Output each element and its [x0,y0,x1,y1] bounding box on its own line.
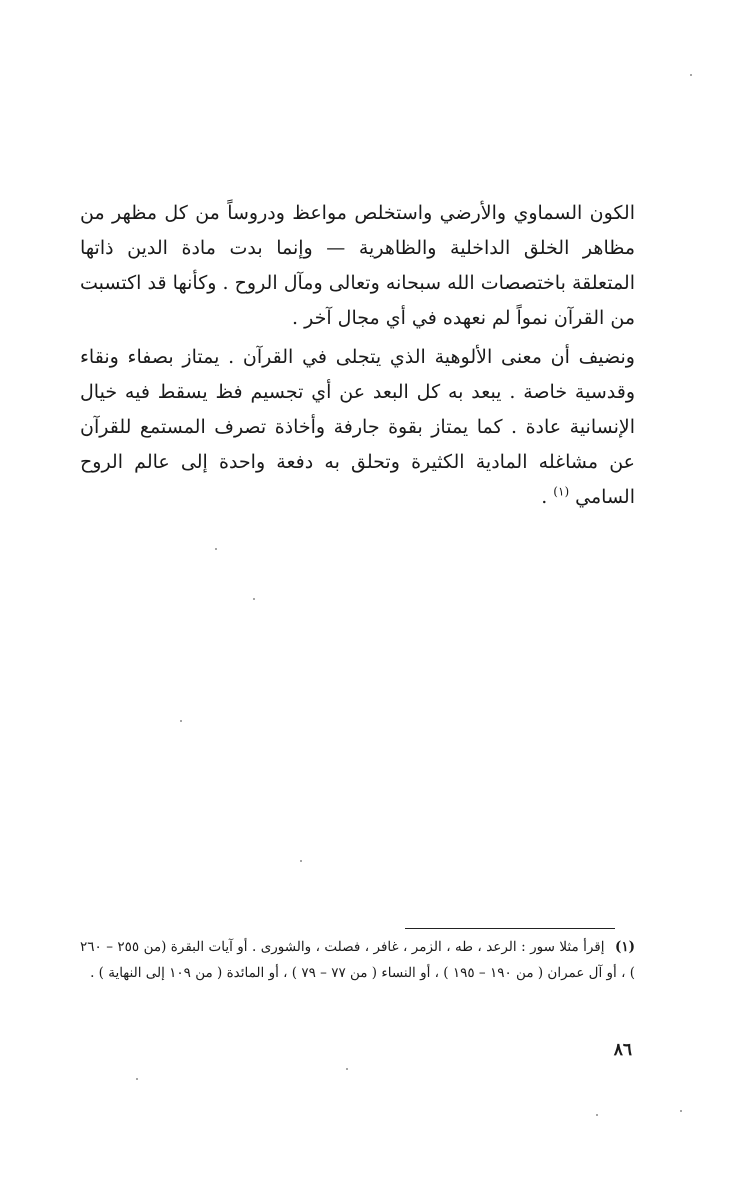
footnote [80,934,635,986]
scan-speck [690,74,692,76]
footnote-reference[interactable]: (١) [553,484,570,499]
scan-speck [180,720,182,722]
paragraph-text: الكون السماوي والأرضي واستخلص مواعظ ودروساً من كل مظهر من مظاهر الخلق الداخلية والظاهرية — وإنما بدت مادة الدين ذاتها المتعلقة باختصصات الله سبحانه وتعالى ومآل الروح . وكأنها قد اكتسبت من القرآن نمواً لم نعهده في أي مجال آخر . [80,202,635,329]
page-number: ٨٦ [613,1040,632,1060]
scan-speck [680,1110,682,1112]
footnote-marker: (١) [614,939,635,955]
paragraph-text [80,340,635,515]
paragraph-text-run: ونضيف أن معنى الألوهية الذي يتجلى في القرآن . يمتاز بصفاء ونقاء وقدسية خاصة . يبعد به كل البعد عن أي تجسيم فظ يسقط فيه خيال الإنسانية عادة . كما يمتاز بقوة جارفة وأخاذة تصرف المستمع للقرآن عن مشاغله المادية الكثيرة وتحلق به دفعة واحدة إلى عالم الروح السامي [80,346,635,508]
scan-speck [215,548,217,550]
body-paragraph-1 [80,196,635,336]
body-paragraph-2 [80,340,635,515]
scan-speck [136,1078,138,1080]
paragraph-end-mark: . [541,486,554,508]
scan-speck [300,860,302,862]
scan-speck [346,1068,348,1070]
footnote-text: إقرأ مثلا سور : الرعد ، طه ، الزمر ، غافر ، فصلت ، والشورى . أو آيات البقرة (من ٢٥٥ – ٢٦٠ ) ، أو آل عمران ( من ١٩٠ – ١٩٥ ) ، أو النساء ( من ٧٧ – ٧٩ ) ، أو المائدة ( من ١٠٩ إلى النهاية ) . [80,939,635,981]
scan-speck [596,1114,598,1116]
footnote-divider [405,928,615,929]
scan-speck [253,598,255,600]
